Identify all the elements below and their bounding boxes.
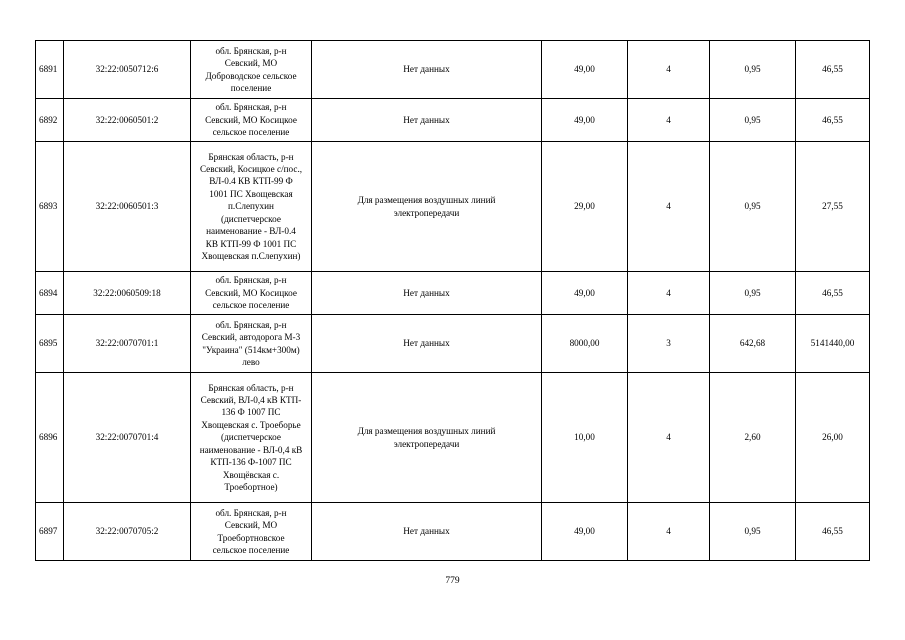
row-number-cell: 6895	[36, 315, 64, 373]
value-cell: 26,00	[796, 373, 870, 503]
address-line: Севский, МО	[224, 58, 278, 69]
address-line: КТП-136 Ф-1007 ПС	[210, 457, 292, 468]
address-line: наименование - ВЛ-0.4	[206, 226, 296, 237]
cadastral-number-cell: 32:22:0060509:18	[64, 272, 191, 315]
row-number-cell: 6893	[36, 142, 64, 272]
table-row	[36, 272, 870, 315]
land-purpose-cell	[312, 272, 542, 315]
row-number-cell: 6896	[36, 373, 64, 503]
rate-cell: 0,95	[710, 142, 796, 272]
cadastral-number-cell: 32:22:0050712:6	[64, 41, 191, 99]
rate-cell: 0,95	[710, 503, 796, 561]
address-line: ВЛ-0.4 КВ КТП-99 Ф	[209, 176, 293, 187]
area-cell: 8000,00	[542, 315, 628, 373]
table-body	[36, 41, 870, 561]
address-line: Троебортновское	[217, 532, 285, 543]
table-row	[36, 315, 870, 373]
area-cell: 49,00	[542, 503, 628, 561]
address-line: 136 Ф 1007 ПС	[221, 407, 281, 418]
rate-cell: 0,95	[710, 41, 796, 99]
address-cell	[191, 315, 312, 373]
cadastral-number-cell: 32:22:0070705:2	[64, 503, 191, 561]
land-purpose-line: Для размещения воздушных линий	[357, 426, 496, 437]
cadastral-number-cell: 32:22:0060501:2	[64, 99, 191, 142]
address-line: "Украина" (514км+300м)	[202, 344, 300, 355]
rate-cell: 0,95	[710, 99, 796, 142]
land-purpose-line: Нет данных	[403, 287, 450, 298]
table-row	[36, 41, 870, 99]
address-line: Хвощёвская с.	[222, 469, 280, 480]
address-line: Хвощевская с. Троеборье	[201, 419, 301, 430]
land-purpose-cell	[312, 142, 542, 272]
address-line: сельское поселение	[212, 127, 290, 138]
value-cell: 5141440,00	[796, 315, 870, 373]
address-line: (диспетчерское	[221, 432, 281, 443]
address-cell	[191, 503, 312, 561]
land-purpose-cell	[312, 99, 542, 142]
table-row	[36, 99, 870, 142]
address-line: Севский, Косицкое с/пос.,	[199, 164, 303, 175]
page-number: 779	[445, 576, 460, 586]
area-cell: 49,00	[542, 99, 628, 142]
address-line: лево	[242, 356, 260, 367]
address-line: Севский, автодорога М-3	[201, 332, 301, 343]
address-cell	[191, 142, 312, 272]
land-purpose-line: Для размещения воздушных линий	[357, 195, 496, 206]
land-purpose-cell	[312, 373, 542, 503]
rate-cell: 2,60	[710, 373, 796, 503]
area-cell: 10,00	[542, 373, 628, 503]
value-cell: 46,55	[796, 272, 870, 315]
row-number-cell: 6894	[36, 272, 64, 315]
group-cell: 4	[628, 272, 710, 315]
address-line: Севский, МО Косицкое	[205, 287, 297, 298]
land-purpose-cell	[312, 41, 542, 99]
area-cell: 29,00	[542, 142, 628, 272]
address-line: обл. Брянская, р-н	[215, 102, 287, 113]
address-cell	[191, 99, 312, 142]
address-line: обл. Брянская, р-н	[215, 45, 287, 56]
address-cell	[191, 41, 312, 99]
address-line: КВ КТП-99 Ф 1001 ПС	[205, 238, 297, 249]
group-cell: 4	[628, 373, 710, 503]
address-line: Доброводское сельское	[205, 70, 297, 81]
area-cell: 49,00	[542, 272, 628, 315]
cadastral-number-cell: 32:22:0060501:3	[64, 142, 191, 272]
address-line: обл. Брянская, р-н	[215, 275, 287, 286]
address-line: п.Слепухин	[228, 201, 274, 212]
group-cell: 3	[628, 315, 710, 373]
value-cell: 27,55	[796, 142, 870, 272]
value-cell: 46,55	[796, 99, 870, 142]
address-line: Брянская область, р-н	[208, 151, 294, 162]
address-cell	[191, 373, 312, 503]
value-cell: 46,55	[796, 503, 870, 561]
group-cell: 4	[628, 503, 710, 561]
address-line: 1001 ПС Хвощевская	[209, 188, 293, 199]
group-cell: 4	[628, 99, 710, 142]
address-line: Троебортное)	[224, 481, 278, 492]
rate-cell: 0,95	[710, 272, 796, 315]
land-purpose-cell	[312, 503, 542, 561]
land-purpose-line: Нет данных	[403, 338, 450, 349]
address-line: Севский, МО	[224, 520, 278, 531]
land-purpose-cell	[312, 315, 542, 373]
row-number-cell: 6897	[36, 503, 64, 561]
land-purpose-line: электропередачи	[393, 207, 460, 218]
land-purpose-line: электропередачи	[393, 438, 460, 449]
address-line: сельское поселение	[212, 544, 290, 555]
address-cell	[191, 272, 312, 315]
group-cell: 4	[628, 41, 710, 99]
area-cell: 49,00	[542, 41, 628, 99]
address-line: сельское поселение	[212, 300, 290, 311]
address-line: Севский, МО Косицкое	[205, 114, 297, 125]
rate-cell: 642,68	[710, 315, 796, 373]
row-number-cell: 6892	[36, 99, 64, 142]
address-line: обл. Брянская, р-н	[215, 507, 287, 518]
address-line: обл. Брянская, р-н	[215, 319, 287, 330]
group-cell: 4	[628, 142, 710, 272]
cadastral-number-cell: 32:22:0070701:4	[64, 373, 191, 503]
address-line: наименование - ВЛ-0,4 кВ	[199, 444, 303, 455]
value-cell: 46,55	[796, 41, 870, 99]
cadastral-table	[35, 40, 870, 561]
address-line: (диспетчерское	[221, 213, 281, 224]
table-row	[36, 503, 870, 561]
address-line: Брянская область, р-н	[208, 382, 294, 393]
cadastral-number-cell: 32:22:0070701:1	[64, 315, 191, 373]
land-purpose-line: Нет данных	[403, 64, 450, 75]
table-row	[36, 142, 870, 272]
table-row	[36, 373, 870, 503]
land-purpose-line: Нет данных	[403, 526, 450, 537]
address-line: поселение	[230, 82, 272, 93]
land-purpose-line: Нет данных	[403, 114, 450, 125]
address-line: Севский, ВЛ-0,4 кВ КТП-	[200, 395, 302, 406]
row-number-cell: 6891	[36, 41, 64, 99]
address-line: Хвощевская п.Слепухин)	[201, 250, 301, 261]
